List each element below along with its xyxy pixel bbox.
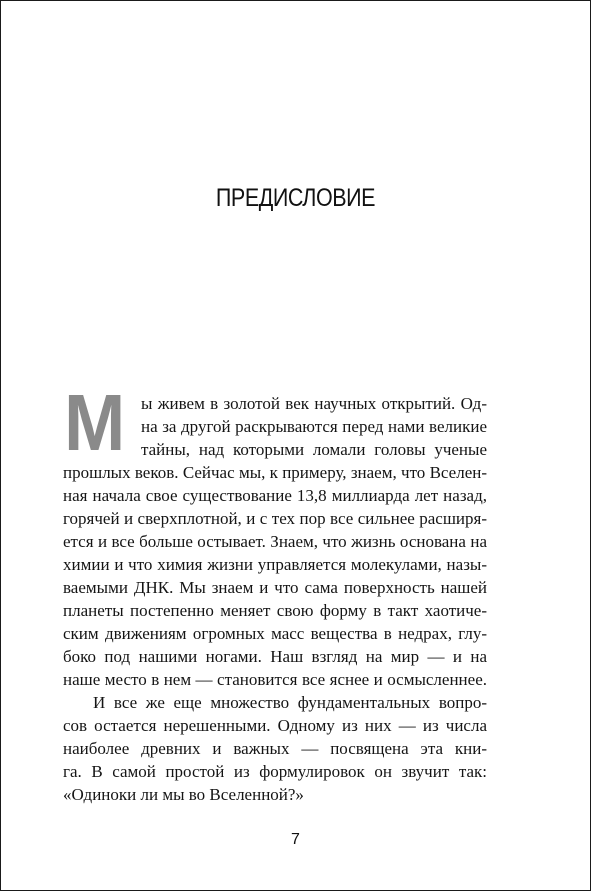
- text-line: ная начала свое существование 13,8 миллиарда лет назад,: [63, 486, 487, 505]
- text-line: И все же еще множество фундаментальных вопро-: [93, 693, 487, 712]
- text-line: прошлых веков. Сейчас мы, к примеру, знаем, что Вселен-: [63, 463, 487, 482]
- text-line: наиболее древних и важных — посвящена эта кни-: [63, 739, 487, 758]
- text-line: сов остается нерешенными. Одному из них — из числа: [63, 716, 487, 735]
- text-line: ы живем в золотой век научных открытий. Од-: [141, 394, 487, 413]
- text-line: на за другой раскрываются перед нами великие: [141, 417, 487, 436]
- chapter-title: ПРЕДИСЛОВИЕ: [215, 184, 376, 212]
- text-line: ским движениям огромных масс вещества в недрах, глу-: [63, 624, 487, 643]
- text-line: «Одиноки ли мы во Вселенной?»: [63, 785, 304, 804]
- text-line: ется и все больше остывает. Знаем, что жизнь основана на: [63, 532, 487, 551]
- text-line: ваемыми ДНК. Мы знаем и что сама поверхность нашей: [63, 578, 487, 597]
- text-line: га. В самой простой из формулировок он звучит так:: [63, 762, 487, 781]
- text-line: наше место в нем — становится все яснее и осмысленнее.: [63, 670, 487, 689]
- text-line: тайны, над которыми ломали головы ученые: [141, 440, 487, 459]
- text-line: боко под нашими ногами. Наш взгляд на мир — и на: [63, 647, 487, 666]
- drop-cap: М: [64, 378, 126, 467]
- text-line: химии и что химия жизни управляется молекулами, назы-: [63, 555, 487, 574]
- page-number: 7: [291, 831, 300, 848]
- text-line: горячей и сверхплотной, и с тех пор все сильнее расширя-: [63, 509, 487, 528]
- text-line: планеты постепенно меняет свою форму в такт хаотиче-: [63, 601, 487, 620]
